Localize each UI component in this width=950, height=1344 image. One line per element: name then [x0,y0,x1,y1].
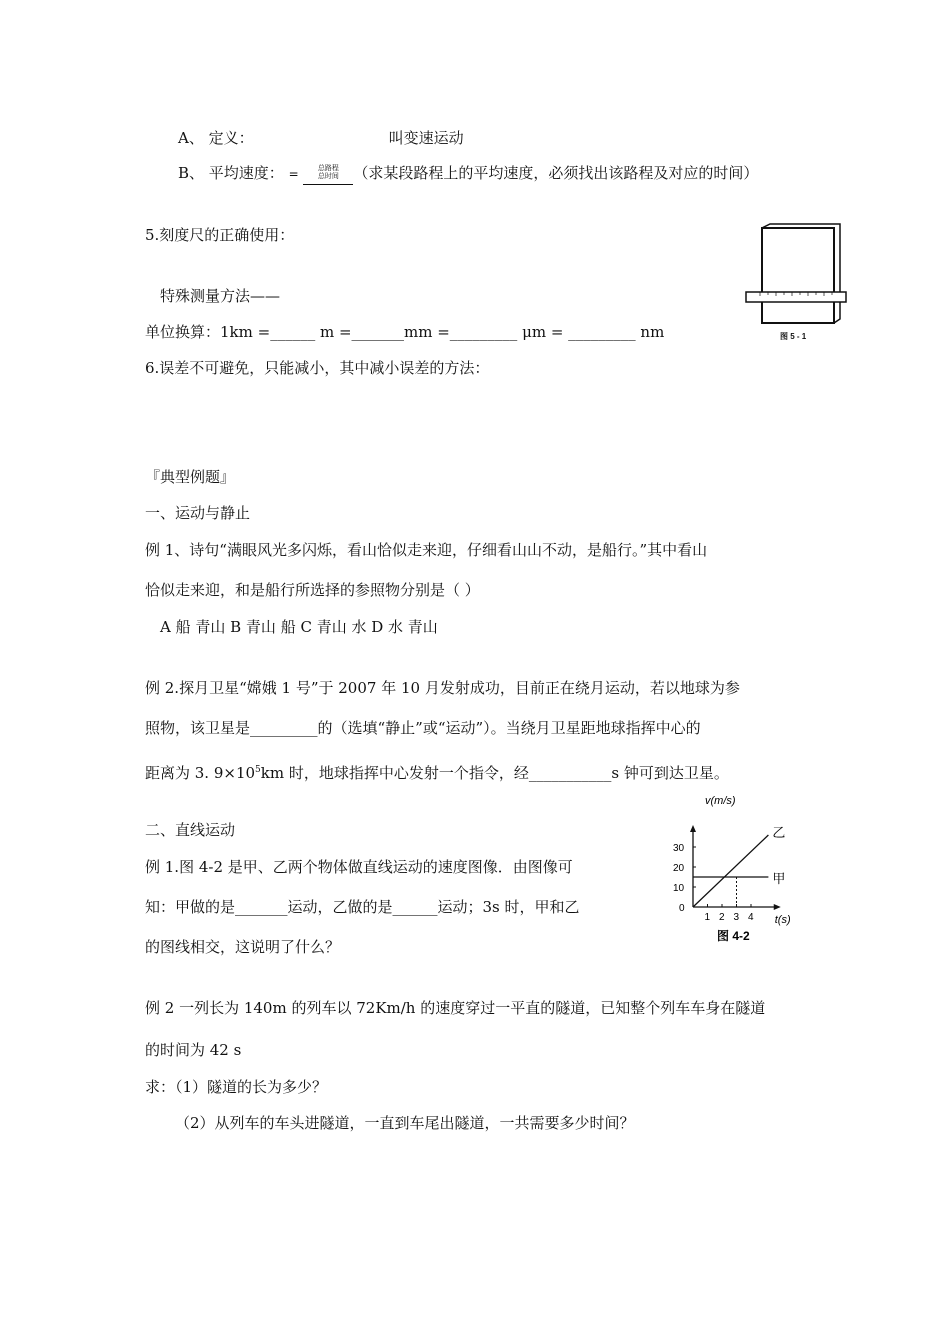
example-4-line-1: 例 2 一列长为 140m 的列车以 72Km/h 的速度穿过一平直的隧道，已知整个列车车身在隧道 [145,999,766,1017]
avg-speed-label: B、 平均速度： [178,164,284,182]
def-line [178,128,464,148]
avg-speed-line [178,163,758,185]
y-axis-arrow [690,825,696,832]
example-4-line-4: （2）从列车的车头进隧道，一直到车尾出隧道，一共需要多少时间？ [175,1114,635,1132]
fraction-numerator: 总路程 [317,163,339,172]
eq-sign: = [288,167,299,181]
figure-4-2-caption: 图 4-2 [717,929,750,943]
example-2-line-1: 例 2.探月卫星“嫦娥 1 号”于 2007 年 10 月发射成功，目前正在绕月运动，若以地球为参 [145,679,740,697]
avg-speed-fraction [303,164,353,185]
examples-heading: 『典型例题』 [145,468,236,486]
origin-label: 0 [679,903,685,914]
example-3-line-3: 的图线相交，这说明了什么？ [145,938,341,956]
example-2-line-2: 照物，该卫星是_________的（选填“静止”或“运动”）。当绕月卫星距地球指挥中心的 [145,719,701,737]
fraction-denominator: 总时间 [317,171,339,180]
exponent: 5 [255,765,261,775]
example-1-line-1: 例 1、诗句“满眼风光多闪烁，看山恰似走来迎，仔细看山山不动，是船行。”其中看山 [145,541,708,559]
y-tick-label: 20 [673,863,685,874]
ruler-title: 5.刻度尺的正确使用： [145,226,295,244]
ruler [746,292,846,302]
series-label-2: 甲 [772,871,786,886]
series-label-1: 乙 [772,825,786,840]
y-tick-label: 30 [673,843,685,854]
section-linear-motion: 二、直线运动 [145,821,236,839]
special-method: 特殊测量方法—— [160,287,281,305]
y-axis-label: v(m/s) [705,795,736,807]
example-3-line-1: 例 1.图 4-2 是甲、乙两个物体做直线运动的速度图像．由图像可 [145,858,573,876]
example-1-options: A 船 青山 B 青山 船 C 青山 水 D 水 青山 [160,618,438,636]
figure-5-1 [740,222,855,347]
series-line-1 [693,835,768,907]
example-2-line-3b: km 时，地球指挥中心发射一个指令，经___________s 钟可到达卫星。 [260,764,729,782]
x-axis-label: t(s) [774,914,791,926]
x-tick-label: 2 [719,912,725,923]
x-axis-arrow [774,904,781,910]
figure-5-1-caption: 图 5 - 1 [780,332,807,341]
example-4-line-3: 求：（1）隧道的长为多少？ [145,1078,328,1096]
x-tick-label: 1 [704,912,711,923]
example-3-line-2: 知：甲做的是_______运动，乙做的是______运动；3s 时，甲和乙 [145,898,580,916]
example-2-line-3a: 距离为 3. 9×10 [145,764,256,782]
section-motion-rest: 一、运动与静止 [145,504,251,522]
figure-4-2-chart [665,790,840,945]
example-1-line-2: 恰似走来迎，和是船行所选择的参照物分别是（ ） [145,581,480,599]
def-text: 叫变速运动 [388,129,464,147]
example-4-line-2: 的时间为 42 s [145,1041,242,1059]
x-tick-label: 3 [733,912,740,923]
block-front [762,228,834,323]
unit-conversion: 单位换算：1km =______ m =_______mm =_________ μm = _________ nm [145,323,665,341]
error-methods: 6.误差不可避免，只能减小，其中减小误差的方法： [145,359,490,377]
avg-speed-note: （求某段路程上的平均速度，必须找出该路程及对应的时间） [353,164,759,182]
y-tick-label: 10 [673,883,685,894]
x-tick-label: 4 [748,912,754,923]
example-2-line-3 [145,760,729,783]
def-label: A、 定义： [178,129,254,147]
